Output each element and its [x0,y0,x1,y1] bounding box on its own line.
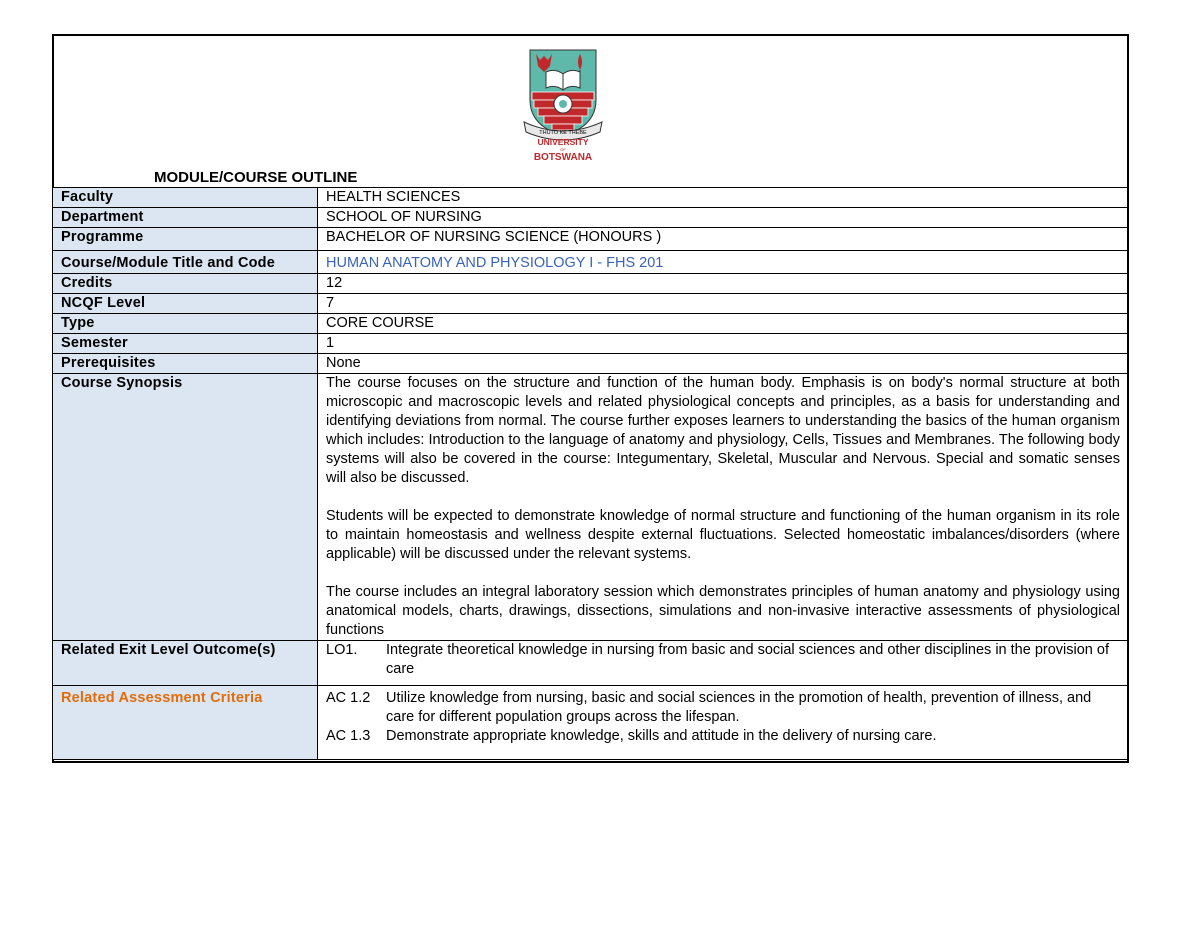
department-value: SCHOOL OF NURSING [318,208,1129,228]
exit-outcomes-label: Related Exit Level Outcome(s) [53,641,318,686]
table-row [53,334,1129,354]
faculty-value: HEALTH SCIENCES [318,188,1129,208]
ncqf-value: 7 [318,294,1129,314]
outcome-text: Integrate theoretical knowledge in nursing from basic and social sciences and other disciplines in the provision of care [386,642,1109,677]
university-logo [520,46,606,164]
table-row [53,251,1129,274]
table-row [53,686,1129,760]
table-row [53,274,1129,294]
ncqf-label: NCQF Level [53,294,318,314]
assessment-value [318,686,1129,760]
title-code-value: HUMAN ANATOMY AND PHYSIOLOGY I - FHS 201 [318,251,1129,274]
faculty-label: Faculty [53,188,318,208]
synopsis-paragraph-2: Students will be expected to demonstrate knowledge of normal structure and functioning of the human organism in its role to maintain homeostasis and wellness despite external fluctuations. Selected homeostatic imbalances/disorders (where applicable) will be discussed under the relevant systems. [326,508,1120,562]
logo-name-of: OF [560,147,566,152]
logo-name-line1: UNIVERSITY [537,137,589,147]
logo-name-line2: BOTSWANA [533,152,593,163]
semester-value: 1 [318,334,1129,354]
criterion-code: AC 1.3 [326,728,371,744]
table-row [53,228,1129,251]
table-row [53,294,1129,314]
programme-label: Programme [53,228,318,251]
list-item [326,689,1120,727]
criterion-text: Demonstrate appropriate knowledge, skills and attitude in the delivery of nursing care. [386,728,937,744]
credits-value: 12 [318,274,1129,294]
type-value: CORE COURSE [318,314,1129,334]
prereq-label: Prerequisites [53,354,318,374]
page-title: MODULE/COURSE OUTLINE [154,169,358,186]
synopsis-label: Course Synopsis [53,374,318,641]
assessment-label: Related Assessment Criteria [53,686,318,760]
type-label: Type [53,314,318,334]
list-item [326,641,1120,679]
table-row [53,641,1129,686]
department-label: Department [53,208,318,228]
criterion-text: Utilize knowledge from nursing, basic and social sciences in the promotion of health, prevention of illness, and care for different population groups across the lifespan. [386,690,1092,725]
table-row [53,188,1129,208]
criterion-code: AC 1.2 [326,690,371,706]
list-item [326,727,1120,746]
table-row [53,354,1129,374]
logo-motto: THUTO KE THEBE [539,130,587,136]
table-row [53,208,1129,228]
synopsis-paragraph-3: The course includes an integral laboratory session which demonstrates principles of human anatomy and physiology using anatomical models, charts, drawings, dissections, simulations and non-invasive interactive assessments of physiological functions [326,584,1120,638]
credits-label: Credits [53,274,318,294]
synopsis-paragraph-1: The course focuses on the structure and function of the human body. Emphasis is on body's normal structure at both microscopic and macroscopic levels and related physiological concepts and principles, as a basis for understanding and identifying deviations from normal. The course further exposes learners to understanding the basics of the human organism which includes: Introduction to the language of anatomy and physiology, Cells, Tissues and Membranes. The following body systems will also be covered in the course: Integumentary, Skeletal, Muscular and Nervous. Special and somatic senses will also be discussed. [326,375,1120,486]
outcome-code: LO1. [326,642,358,658]
table-row [53,314,1129,334]
synopsis-value [318,374,1129,641]
semester-label: Semester [53,334,318,354]
table-row [53,374,1129,641]
exit-outcomes-value [318,641,1129,686]
course-outline-table [52,187,1129,760]
title-code-label: Course/Module Title and Code [53,251,318,274]
prereq-value: None [318,354,1129,374]
programme-value: BACHELOR OF NURSING SCIENCE (HONOURS ) [318,228,1129,251]
